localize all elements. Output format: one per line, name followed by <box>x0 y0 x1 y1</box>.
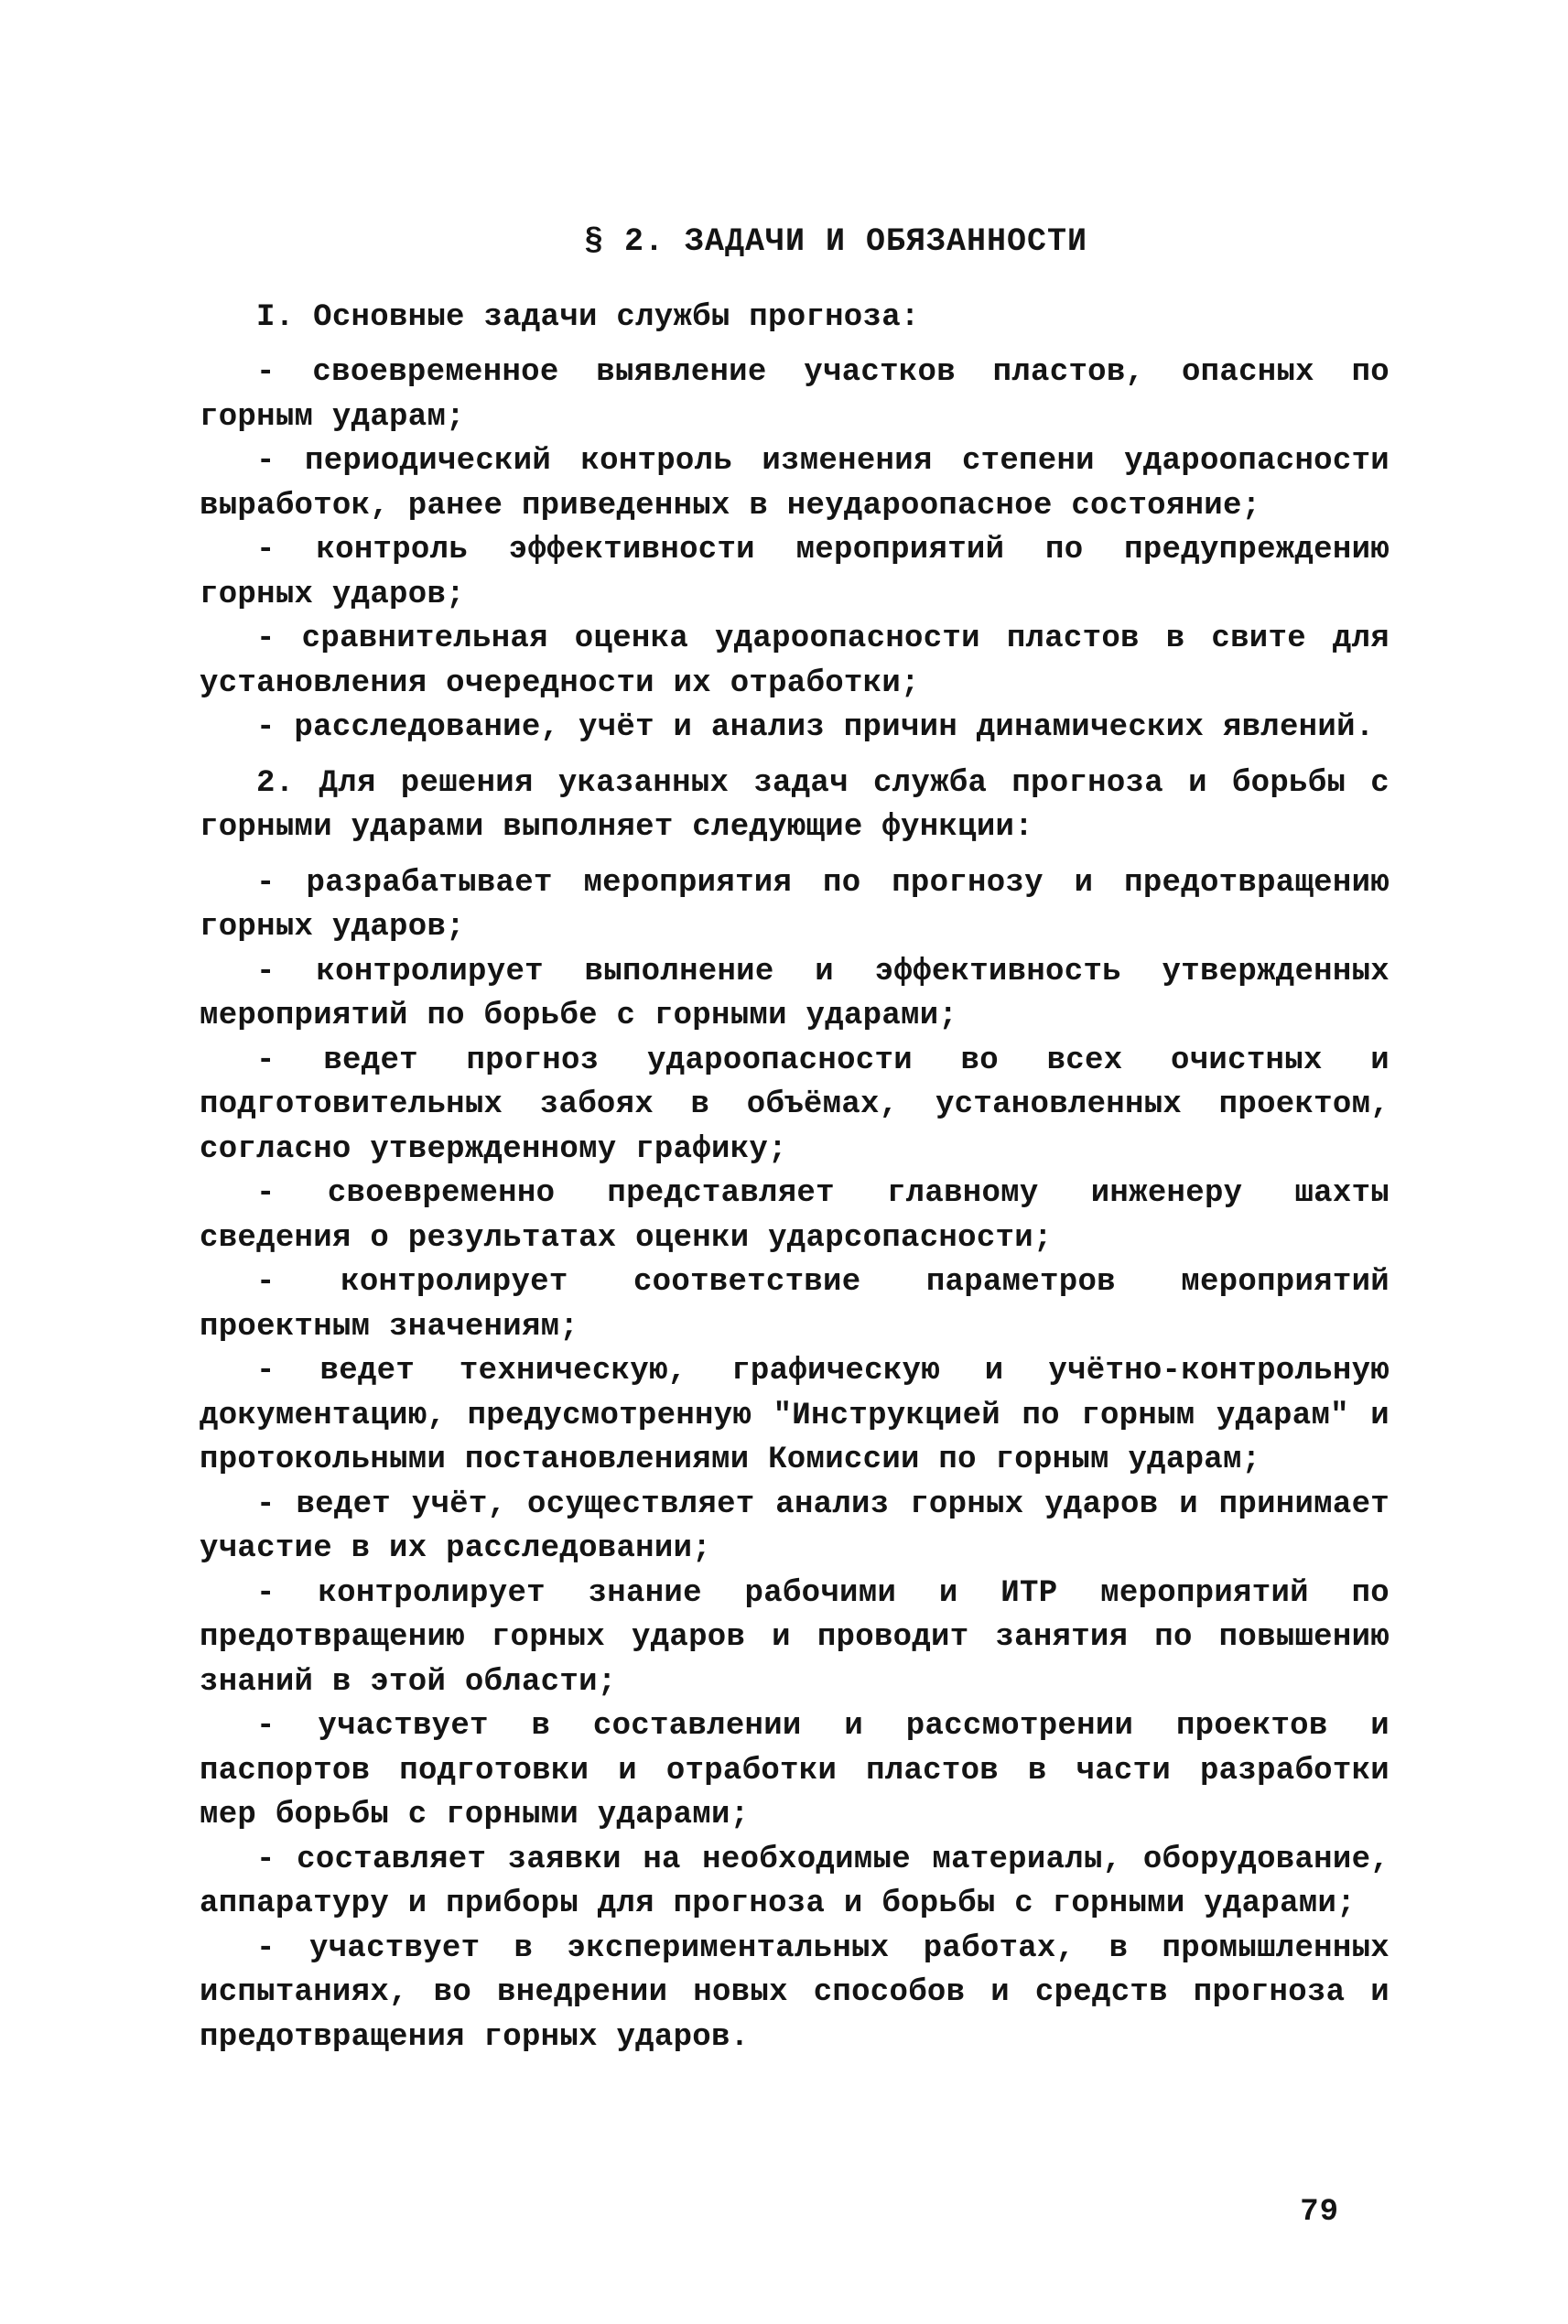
list-item: - контролирует соответствие параметров мероприятий проектным значениям; <box>200 1265 1390 1345</box>
list-item: - контролирует выполнение и эффективность утвержденных мероприятий по борьбе с горными ударами; <box>200 954 1390 1033</box>
section-1-list <box>200 351 1390 751</box>
page-number: 79 <box>1300 2195 1339 2230</box>
list-item: - участвует в экспериментальных работах, в промышленных испытаниях, во внедрении новых способов и средств прогноза и предотвращения горных ударов. <box>200 1930 1390 2055</box>
list-item: - контроль эффективности мероприятий по предупреждению горных ударов; <box>200 533 1390 612</box>
section-2-list <box>200 861 1390 2060</box>
list-item: - периодический контроль изменения степени удароопасности выработок, ранее приведенных в неудароопасное состояние; <box>200 444 1390 524</box>
document-body <box>200 220 1390 2059</box>
list-item: - своевременное выявление участков пластов, опасных по горным ударам; <box>200 355 1390 435</box>
list-item: - своевременно представляет главному инженеру шахты сведения о результатах оценки ударсопасности; <box>200 1176 1390 1256</box>
list-item: - участвует в составлении и рассмотрении проектов и паспортов подготовки и отработки пластов в части разработки мер борьбы с горными ударами; <box>200 1709 1390 1832</box>
list-item: - ведет учёт, осуществляет анализ горных ударов и принимает участие в их расследовании; <box>200 1486 1390 1566</box>
section-2-intro: 2. Для решения указанных задач служба прогноза и борьбы с горными ударами выполняет следующие функции: <box>200 765 1390 845</box>
list-item: - разрабатывает мероприятия по прогнозу и предотвращению горных ударов; <box>200 865 1390 945</box>
section-1-intro: I. Основные задачи службы прогноза: <box>256 299 920 335</box>
list-item: - расследование, учёт и анализ причин динамических явлений. <box>256 710 1375 745</box>
list-item: - составляет заявки на необходимые материалы, оборудование, аппаратуру и приборы для прогноза и борьбы с горными ударами; <box>200 1842 1390 1921</box>
list-item: - ведет прогноз удароопасности во всех очистных и подготовительных забоях в объёмах, установленных проектом, согласно утвержденному графику; <box>200 1043 1390 1167</box>
section-heading: § 2. ЗАДАЧИ И ОБЯЗАННОСТИ <box>583 223 1088 260</box>
list-item: - контролирует знание рабочими и ИТР мероприятий по предотвращению горных ударов и проводит занятия по повышению знаний в этой области; <box>200 1575 1390 1700</box>
list-item: - сравнительная оценка удароопасности пластов в свите для установления очередности их отработки; <box>200 622 1390 701</box>
list-item: - ведет техническую, графическую и учётно-контрольную документацию, предусмотренную "Инструкцией по горным ударам" и протокольными постановлениями Комиссии по горным ударам; <box>200 1354 1390 1477</box>
